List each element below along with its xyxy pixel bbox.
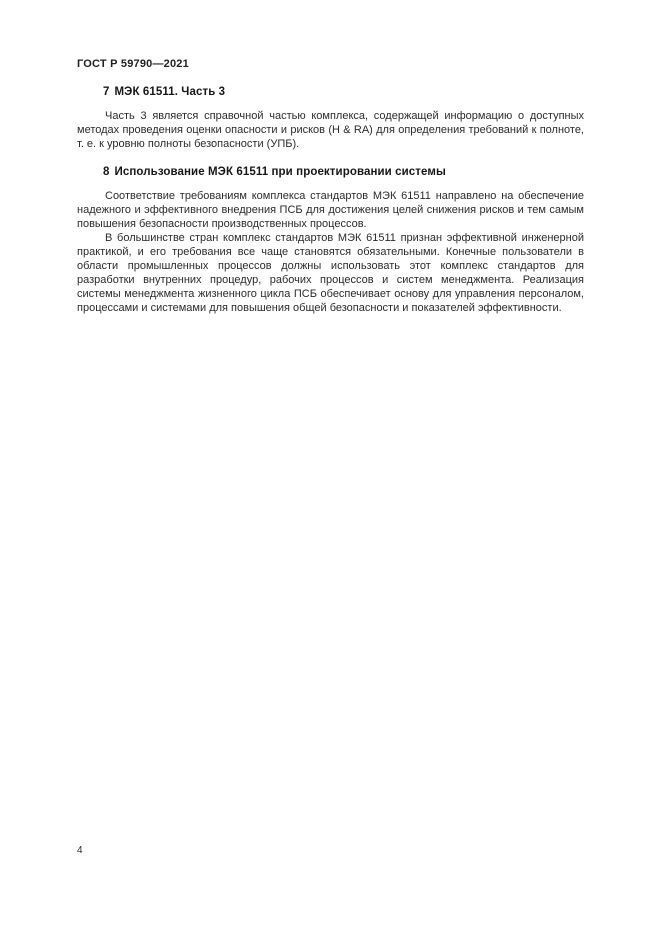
section-number-7: 7 <box>103 86 110 98</box>
spacer <box>77 151 584 166</box>
spacer <box>77 178 584 189</box>
section-title-7: МЭК 61511. Часть 3 <box>114 86 226 98</box>
page-content <box>77 86 584 315</box>
page-number: 4 <box>77 845 83 856</box>
paragraph: Соответствие требованиям комплекса стандартов МЭК 61511 направлено на обеспечение надежного и эффективного внедрения ПСБ для достижения целей снижения рисков и тем самым повышения безопасности производственных процессов. <box>77 190 584 230</box>
paragraph: Часть 3 является справочной частью комплекса, содержащей информацию о доступных методах проведения оценки опасности и рисков (H & RA) для определения требований к полноте, т. е. к уровню полноты безопасности (УПБ). <box>77 110 584 150</box>
section-heading-8 <box>77 166 584 178</box>
section-title-8: Использование МЭК 61511 при проектировании системы <box>114 166 446 178</box>
running-header: ГОСТ Р 59790—2021 <box>77 58 189 70</box>
section-heading-7 <box>77 86 584 98</box>
paragraph: В большинстве стран комплекс стандартов МЭК 61511 признан эффективной инженерной практикой, и его требования все чаще становятся обязательными. Конечные пользователи в области промышленных процессов должны использовать этот комплекс стандартов для разработки внутренних процедур, рабочих процессов и систем менеджмента. Реализация системы менеджмента жизненного цикла ПСБ обеспечивает основу для управления персоналом, процессами и системами для повышения общей безопасности и показателей эффективности. <box>77 232 584 314</box>
section-number-8: 8 <box>103 166 110 178</box>
spacer <box>77 98 584 109</box>
